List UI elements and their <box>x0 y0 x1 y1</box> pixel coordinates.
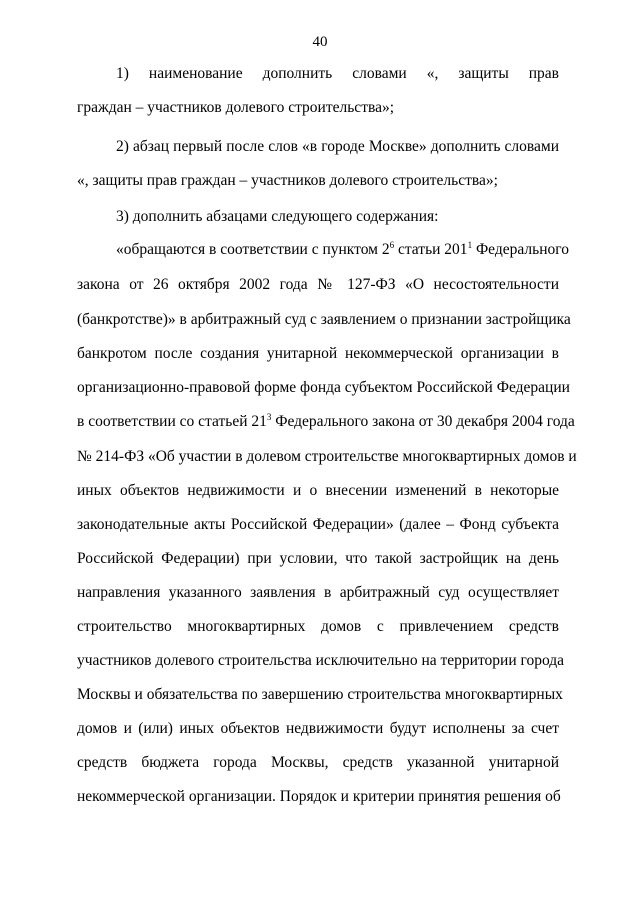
text-line: 3) дополнить абзацами следующего содержания: <box>116 208 439 225</box>
text-line: Москвы и обязательства по завершению строительства многоквартирных <box>77 686 563 703</box>
superscript: 6 <box>389 240 395 250</box>
superscript: 3 <box>266 412 272 422</box>
text-line: «, защиты прав граждан – участников долевого строительства»; <box>77 172 498 189</box>
text-span: «обращаются в соответствии с пунктом 2 <box>116 241 390 258</box>
text-line: (банкротстве)» в арбитражный суд с заявлением о признании застройщика <box>77 311 571 328</box>
text-line: организационно-правовой форме фонда субъектом Российской Федерации <box>77 379 570 396</box>
text-line: средств бюджета города Москвы, средств указанной унитарной <box>77 754 559 771</box>
text-line: 1) наименование дополнить словами «, защиты прав <box>116 65 559 82</box>
text-line: некоммерческой организации. Порядок и критерии принятия решения об <box>77 788 561 805</box>
text-line <box>77 412 575 432</box>
text-line: закона от 26 октября 2002 года № 127-ФЗ «О несостоятельности <box>77 276 559 293</box>
text-span: в соответствии со статьей 21 <box>77 413 267 430</box>
text-span: Федерального <box>472 241 569 258</box>
superscript: 1 <box>467 240 473 250</box>
text-line: Российской Федерации) при условии, что такой застройщик на день <box>77 550 559 567</box>
text-line <box>116 240 569 260</box>
text-line: № 214-ФЗ «Об участии в долевом строительстве многоквартирных домов и <box>77 448 577 465</box>
text-line: 2) абзац первый после слов «в городе Москве» дополнить словами <box>116 138 559 155</box>
text-line: направления указанного заявления в арбитражный суд осуществляет <box>77 584 559 601</box>
text-line: домов и (или) иных объектов недвижимости будут исполнены за счет <box>77 720 559 737</box>
text-line: граждан – участников долевого строительства»; <box>77 99 395 116</box>
text-span: статьи 201 <box>394 241 468 258</box>
text-line: иных объектов недвижимости и о внесении изменений в некоторые <box>77 482 559 499</box>
text-span: Федерального закона от 30 декабря 2004 года <box>271 413 575 430</box>
text-line: банкротом после создания унитарной некоммерческой организации в <box>77 345 559 362</box>
text-line: законодательные акты Российской Федерации» (далее – Фонд субъекта <box>77 516 559 533</box>
text-line: участников долевого строительства исключительно на территории города <box>77 652 565 669</box>
page-number: 40 <box>312 34 328 50</box>
text-line: строительство многоквартирных домов с привлечением средств <box>77 618 559 635</box>
